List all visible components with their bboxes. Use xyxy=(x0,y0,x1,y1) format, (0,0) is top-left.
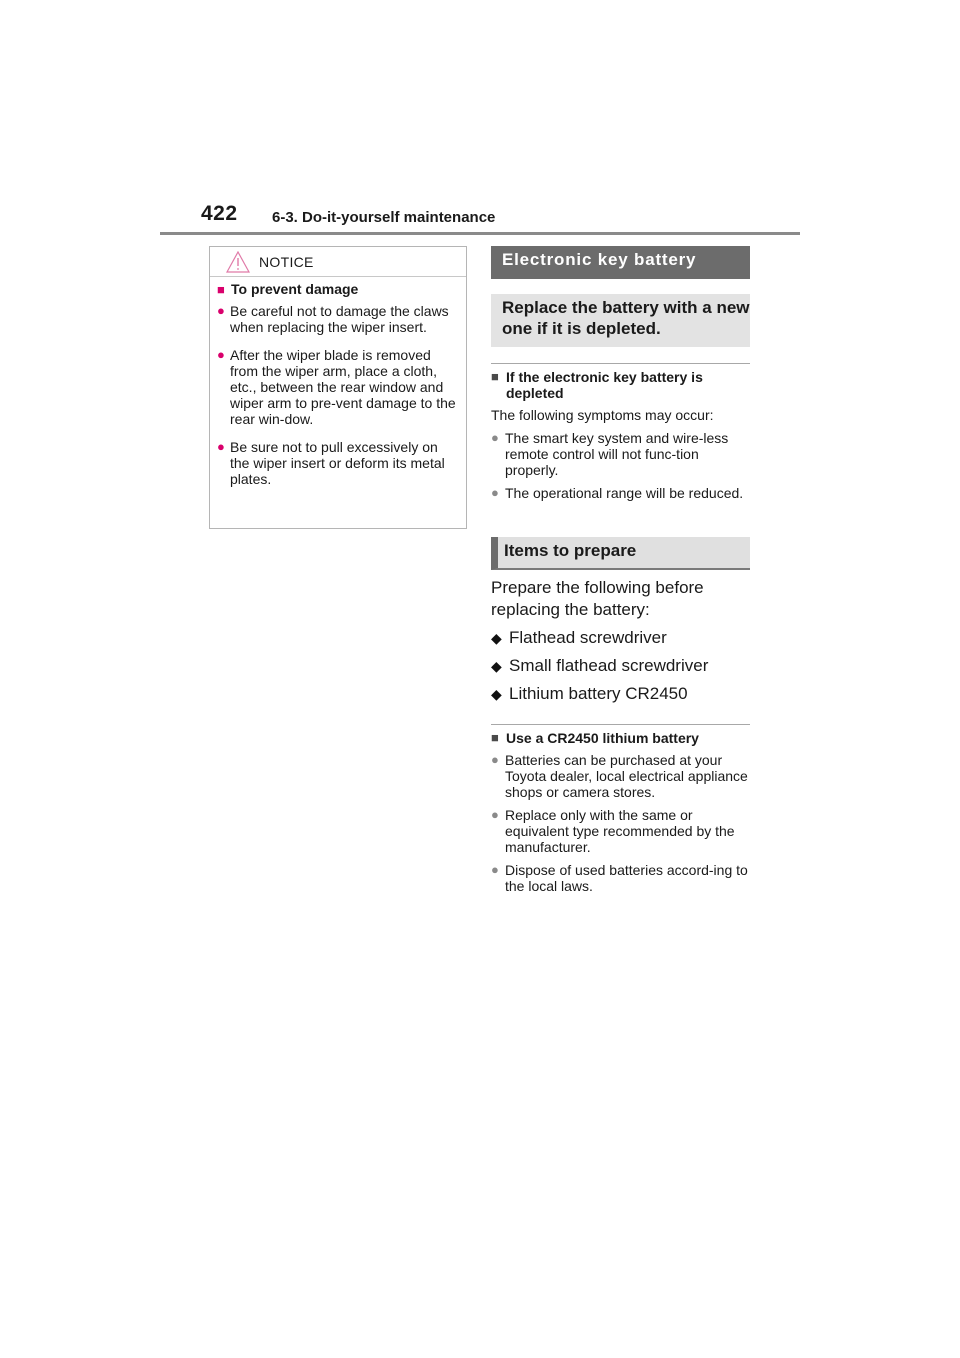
cr2450-bullet: ● Dispose of used batteries accord-ing to the local laws. xyxy=(491,862,748,894)
circle-bullet-icon: ● xyxy=(491,807,499,822)
square-bullet-icon: ■ xyxy=(217,282,225,297)
notice-bullet: ● Be careful not to damage the claws when replacing the wiper insert. xyxy=(217,303,449,335)
section-band-electronic-key-battery: Electronic key battery xyxy=(491,246,750,279)
diamond-bullet-icon: ◆ xyxy=(491,686,502,702)
section-title: 6-3. Do-it-yourself maintenance xyxy=(272,209,496,226)
symptom-item: ● The smart key system and wire-less remote control will not func-tion properly. xyxy=(491,430,729,478)
items-intro: Prepare the following before replacing the battery: xyxy=(491,578,704,619)
cr2450-heading: ■ Use a CR2450 lithium battery xyxy=(491,730,699,746)
circle-bullet-icon: ● xyxy=(491,430,499,445)
divider xyxy=(491,363,750,364)
notice-box xyxy=(209,246,467,529)
depleted-heading: ■ If the electronic key battery is depleted xyxy=(491,369,703,401)
diamond-bullet-icon: ◆ xyxy=(491,630,502,646)
circle-bullet-icon: ● xyxy=(217,303,225,318)
notice-bullet: ● After the wiper blade is removed from the wiper arm, place a cloth, etc., between the rear window and wiper arm to pre-vent damage to the rear win-dow. xyxy=(217,347,456,427)
notice-heading: ■ To prevent damage xyxy=(217,281,359,297)
summary-box: Replace the battery with a new one if it is depleted. xyxy=(491,294,750,347)
notice-bullet: ● Be sure not to pull excessively on the wiper insert or deform its metal plates. xyxy=(217,439,445,487)
diamond-bullet-icon: ◆ xyxy=(491,658,502,674)
circle-bullet-icon: ● xyxy=(491,862,499,877)
notice-body xyxy=(210,277,466,487)
notice-header xyxy=(210,247,466,277)
symptoms-intro: The following symptoms may occur: xyxy=(491,407,714,423)
symptom-item: ● The operational range will be reduced. xyxy=(491,485,744,501)
circle-bullet-icon: ● xyxy=(217,347,225,362)
divider xyxy=(491,724,750,725)
square-bullet-icon: ■ xyxy=(491,730,499,745)
header-rule xyxy=(160,232,800,235)
notice-label: NOTICE xyxy=(259,254,314,270)
items-list-item: ◆ Small flathead screwdriver xyxy=(491,656,709,675)
circle-bullet-icon: ● xyxy=(491,485,499,500)
circle-bullet-icon: ● xyxy=(217,439,225,454)
square-bullet-icon: ■ xyxy=(491,369,499,384)
items-list-item: ◆ Flathead screwdriver xyxy=(491,628,667,647)
warning-triangle-icon xyxy=(226,251,250,273)
cr2450-bullet: ● Replace only with the same or equivalent type recommended by the manufacturer. xyxy=(491,807,735,855)
circle-bullet-icon: ● xyxy=(491,752,499,767)
section-band-items-to-prepare: Items to prepare xyxy=(491,537,750,570)
page-number: 422 xyxy=(201,202,238,225)
items-list-item: ◆ Lithium battery CR2450 xyxy=(491,684,688,703)
cr2450-bullet: ● Batteries can be purchased at your Toyota dealer, local electrical appliance shops or camera stores. xyxy=(491,752,748,800)
